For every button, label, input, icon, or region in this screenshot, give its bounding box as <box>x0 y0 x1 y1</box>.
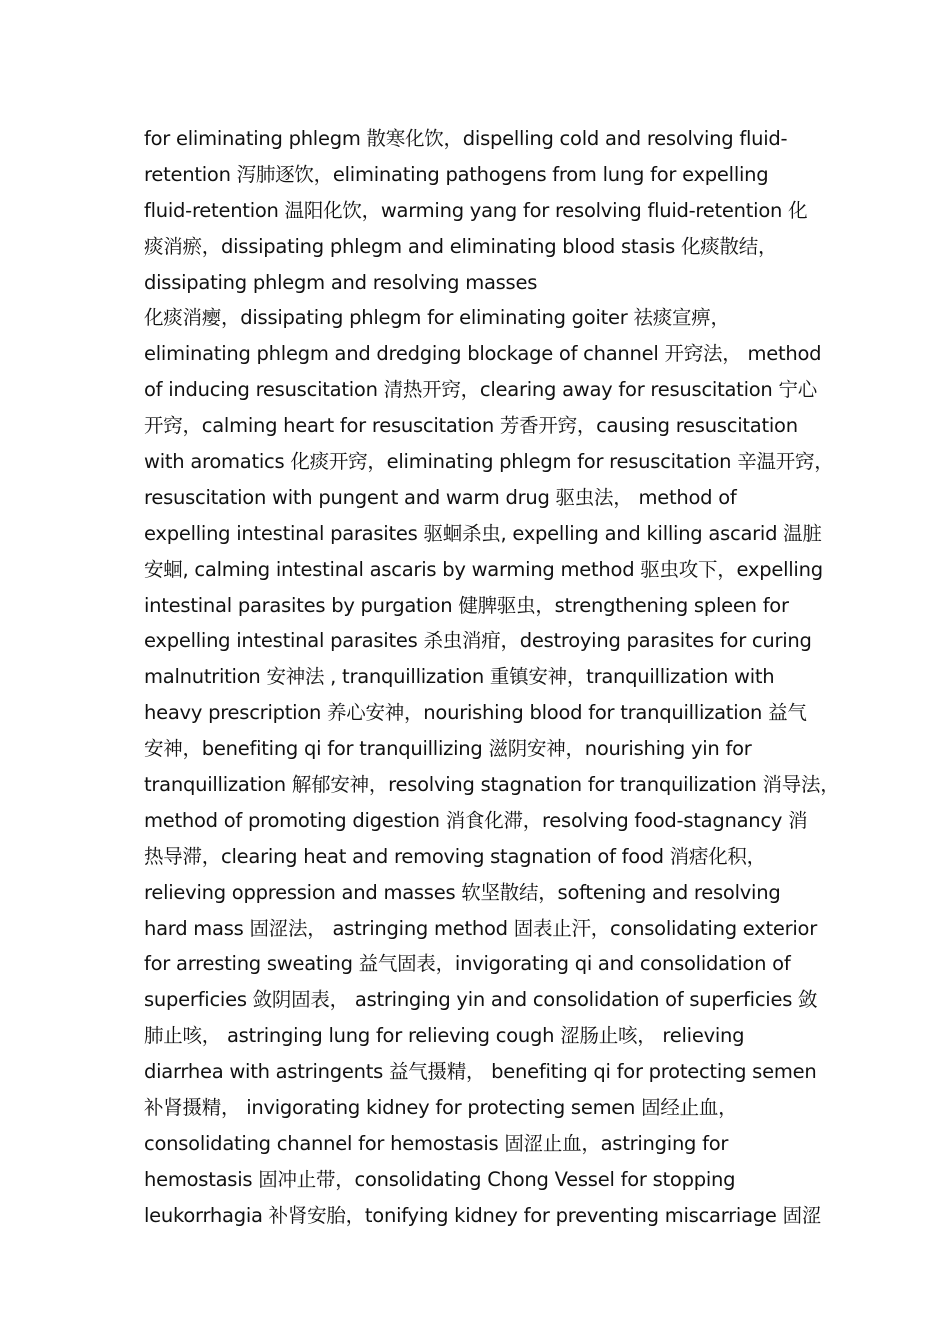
text-line: resuscitation with pungent and warm drug 驱虫法， method of <box>144 485 737 509</box>
text-line: with aromatics 化痰开窍，eliminating phlegm for resuscitation 辛温开窍， <box>144 450 834 474</box>
text-line: 开窍，calming heart for resuscitation 芳香开窍，causing resuscitation <box>144 414 798 438</box>
text-line: eliminating phlegm and dredging blockage of channel 开窍法， method <box>144 342 822 366</box>
text-line: hemostasis 固冲止带，consolidating Chong Vessel for stopping <box>144 1167 736 1191</box>
text-line: diarrhea with astringents 益气摄精， benefiting qi for protecting semen <box>144 1060 817 1084</box>
text-line: of inducing resuscitation 清热开窍，clearing away for resuscitation 宁心 <box>144 378 817 402</box>
text-line: relieving oppression and masses 软坚散结，softening and resolving <box>144 880 781 904</box>
text-line: 安神，benefiting qi for tranquillizing 滋阴安神，nourishing yin for <box>144 737 752 761</box>
text-line: expelling intestinal parasites 杀虫消疳，destroying parasites for curing <box>144 629 812 653</box>
text-line: for eliminating phlegm 散寒化饮，dispelling cold and resolving fluid- <box>144 127 788 150</box>
text-line: method of promoting digestion 消食化滞，resolving food-stagnancy 消 <box>144 808 808 832</box>
text-line: leukorrhagia 补肾安胎，tonifying kidney for preventing miscarriage 固涩 <box>144 1203 822 1227</box>
text-line: expelling intestinal parasites 驱蛔杀虫, expelling and killing ascarid 温脏 <box>144 521 822 545</box>
text-line: malnutrition 安神法 , tranquillization 重镇安神，tranquillization with <box>144 665 775 689</box>
text-line: consolidating channel for hemostasis 固涩止血，astringing for <box>144 1131 729 1155</box>
glossary-text <box>144 121 840 1234</box>
text-line: tranquillization 解郁安神，resolving stagnation for tranquilization 消导法， <box>144 773 840 797</box>
text-line: dissipating phlegm and resolving masses <box>144 270 538 294</box>
text-line: 痰消瘀，dissipating phlegm and eliminating blood stasis 化痰散结， <box>144 234 778 258</box>
text-line: 肺止咳， astringing lung for relieving cough 涩肠止咳， relieving <box>144 1024 745 1048</box>
text-line: retention 泻肺逐饮，eliminating pathogens from lung for expelling <box>144 162 769 186</box>
text-line: 化痰消瘿，dissipating phlegm for eliminating goiter 祛痰宣痹， <box>144 306 730 330</box>
text-line: 补肾摄精， invigorating kidney for protecting semen 固经止血， <box>144 1096 738 1120</box>
text-line: 热导滞，clearing heat and removing stagnation of food 消痞化积， <box>144 844 766 868</box>
text-line: hard mass 固涩法， astringing method 固表止汗，consolidating exterior <box>144 916 817 940</box>
text-line: for arresting sweating 益气固表，invigorating qi and consolidation of <box>144 952 791 976</box>
text-line: fluid-retention 温阳化饮，warming yang for resolving fluid-retention 化 <box>144 198 808 222</box>
text-line: heavy prescription 养心安神，nourishing blood for tranquillization 益气 <box>144 701 807 725</box>
text-line: 安蛔, calming intestinal ascaris by warming method 驱虫攻下，expelling <box>144 557 823 581</box>
text-line: superficies 敛阴固表， astringing yin and consolidation of superficies 敛 <box>144 988 818 1012</box>
text-line: intestinal parasites by purgation 健脾驱虫，strengthening spleen for <box>144 593 789 617</box>
